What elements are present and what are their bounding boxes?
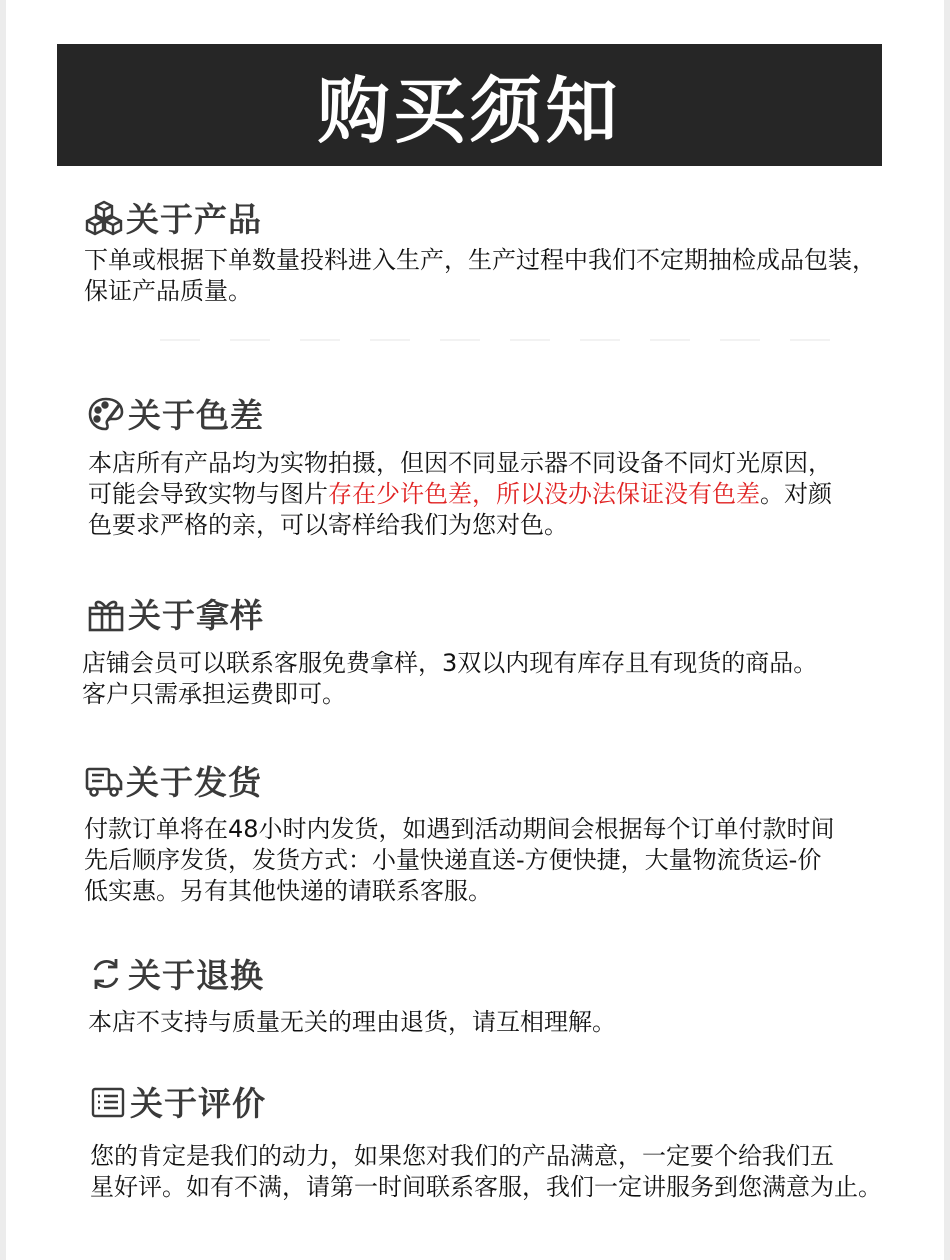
page-border-right [944, 0, 950, 1260]
section-return-body [88, 1007, 616, 1038]
section-review-header [88, 1078, 266, 1125]
text-line: 色要求严格的亲，可以寄样给我们为您对色。 [88, 511, 568, 539]
text-line: 客户只需承担运费即可。 [82, 680, 346, 708]
section-title: 关于拿样 [128, 596, 264, 635]
section-shipping-body [84, 814, 835, 907]
text-line: 本店所有产品均为实物拍摄，但因不同显示器不同设备不同灯光原因， [88, 449, 832, 477]
section-review-body [90, 1141, 882, 1203]
text-line: 本店不支持与质量无关的理由退货，请互相理解。 [88, 1008, 616, 1036]
refresh-icon [86, 954, 126, 994]
palette-icon [86, 394, 126, 434]
section-shipping-header [84, 757, 262, 804]
section-title: 关于评价 [130, 1084, 266, 1123]
text-line: 下单或根据下单数量投料进入生产，生产过程中我们不定期抽检成品包装， [84, 246, 876, 274]
banner-title: 购买须知 [317, 69, 622, 153]
text-line: 付款订单将在48小时内发货，如遇到活动期间会根据每个订单付款时间 [84, 815, 835, 843]
highlight-text: 存在少许色差，所以没办法保证没有色差 [328, 480, 760, 508]
section-title: 关于退换 [128, 956, 264, 995]
section-sample-header [86, 590, 264, 637]
section-product-body [84, 245, 876, 307]
text-line: 星好评。如有不满，请第一时间联系客服，我们一定讲服务到您满意为止。 [90, 1173, 882, 1201]
truck-icon [84, 761, 124, 801]
list-icon [88, 1082, 128, 1122]
cubes-icon [84, 198, 124, 238]
text-line [88, 479, 832, 510]
section-product-header [84, 194, 262, 241]
banner [57, 44, 882, 166]
section-sample-body [82, 648, 817, 710]
gift-icon [86, 594, 126, 634]
section-color-body [88, 448, 832, 541]
divider [160, 339, 860, 341]
text-line: 先后顺序发货，发货方式：小量快递直送-方便快捷，大量物流货运-价 [84, 846, 822, 874]
text-segment: 。对颜 [760, 480, 832, 508]
text-line: 低实惠。另有其他快递的请联系客服。 [84, 877, 492, 905]
section-title: 关于产品 [126, 200, 262, 239]
section-title: 关于色差 [128, 396, 264, 435]
text-line: 您的肯定是我们的动力，如果您对我们的产品满意，一定要个给我们五 [90, 1142, 834, 1170]
section-color-header [86, 390, 264, 437]
text-line: 保证产品质量。 [84, 277, 252, 305]
section-title: 关于发货 [126, 763, 262, 802]
section-return-header [86, 950, 264, 997]
page-border-left [0, 0, 6, 1260]
text-segment: 可能会导致实物与图片 [88, 480, 328, 508]
text-line: 店铺会员可以联系客服免费拿样，3双以内现有库存且有现货的商品。 [82, 649, 818, 677]
